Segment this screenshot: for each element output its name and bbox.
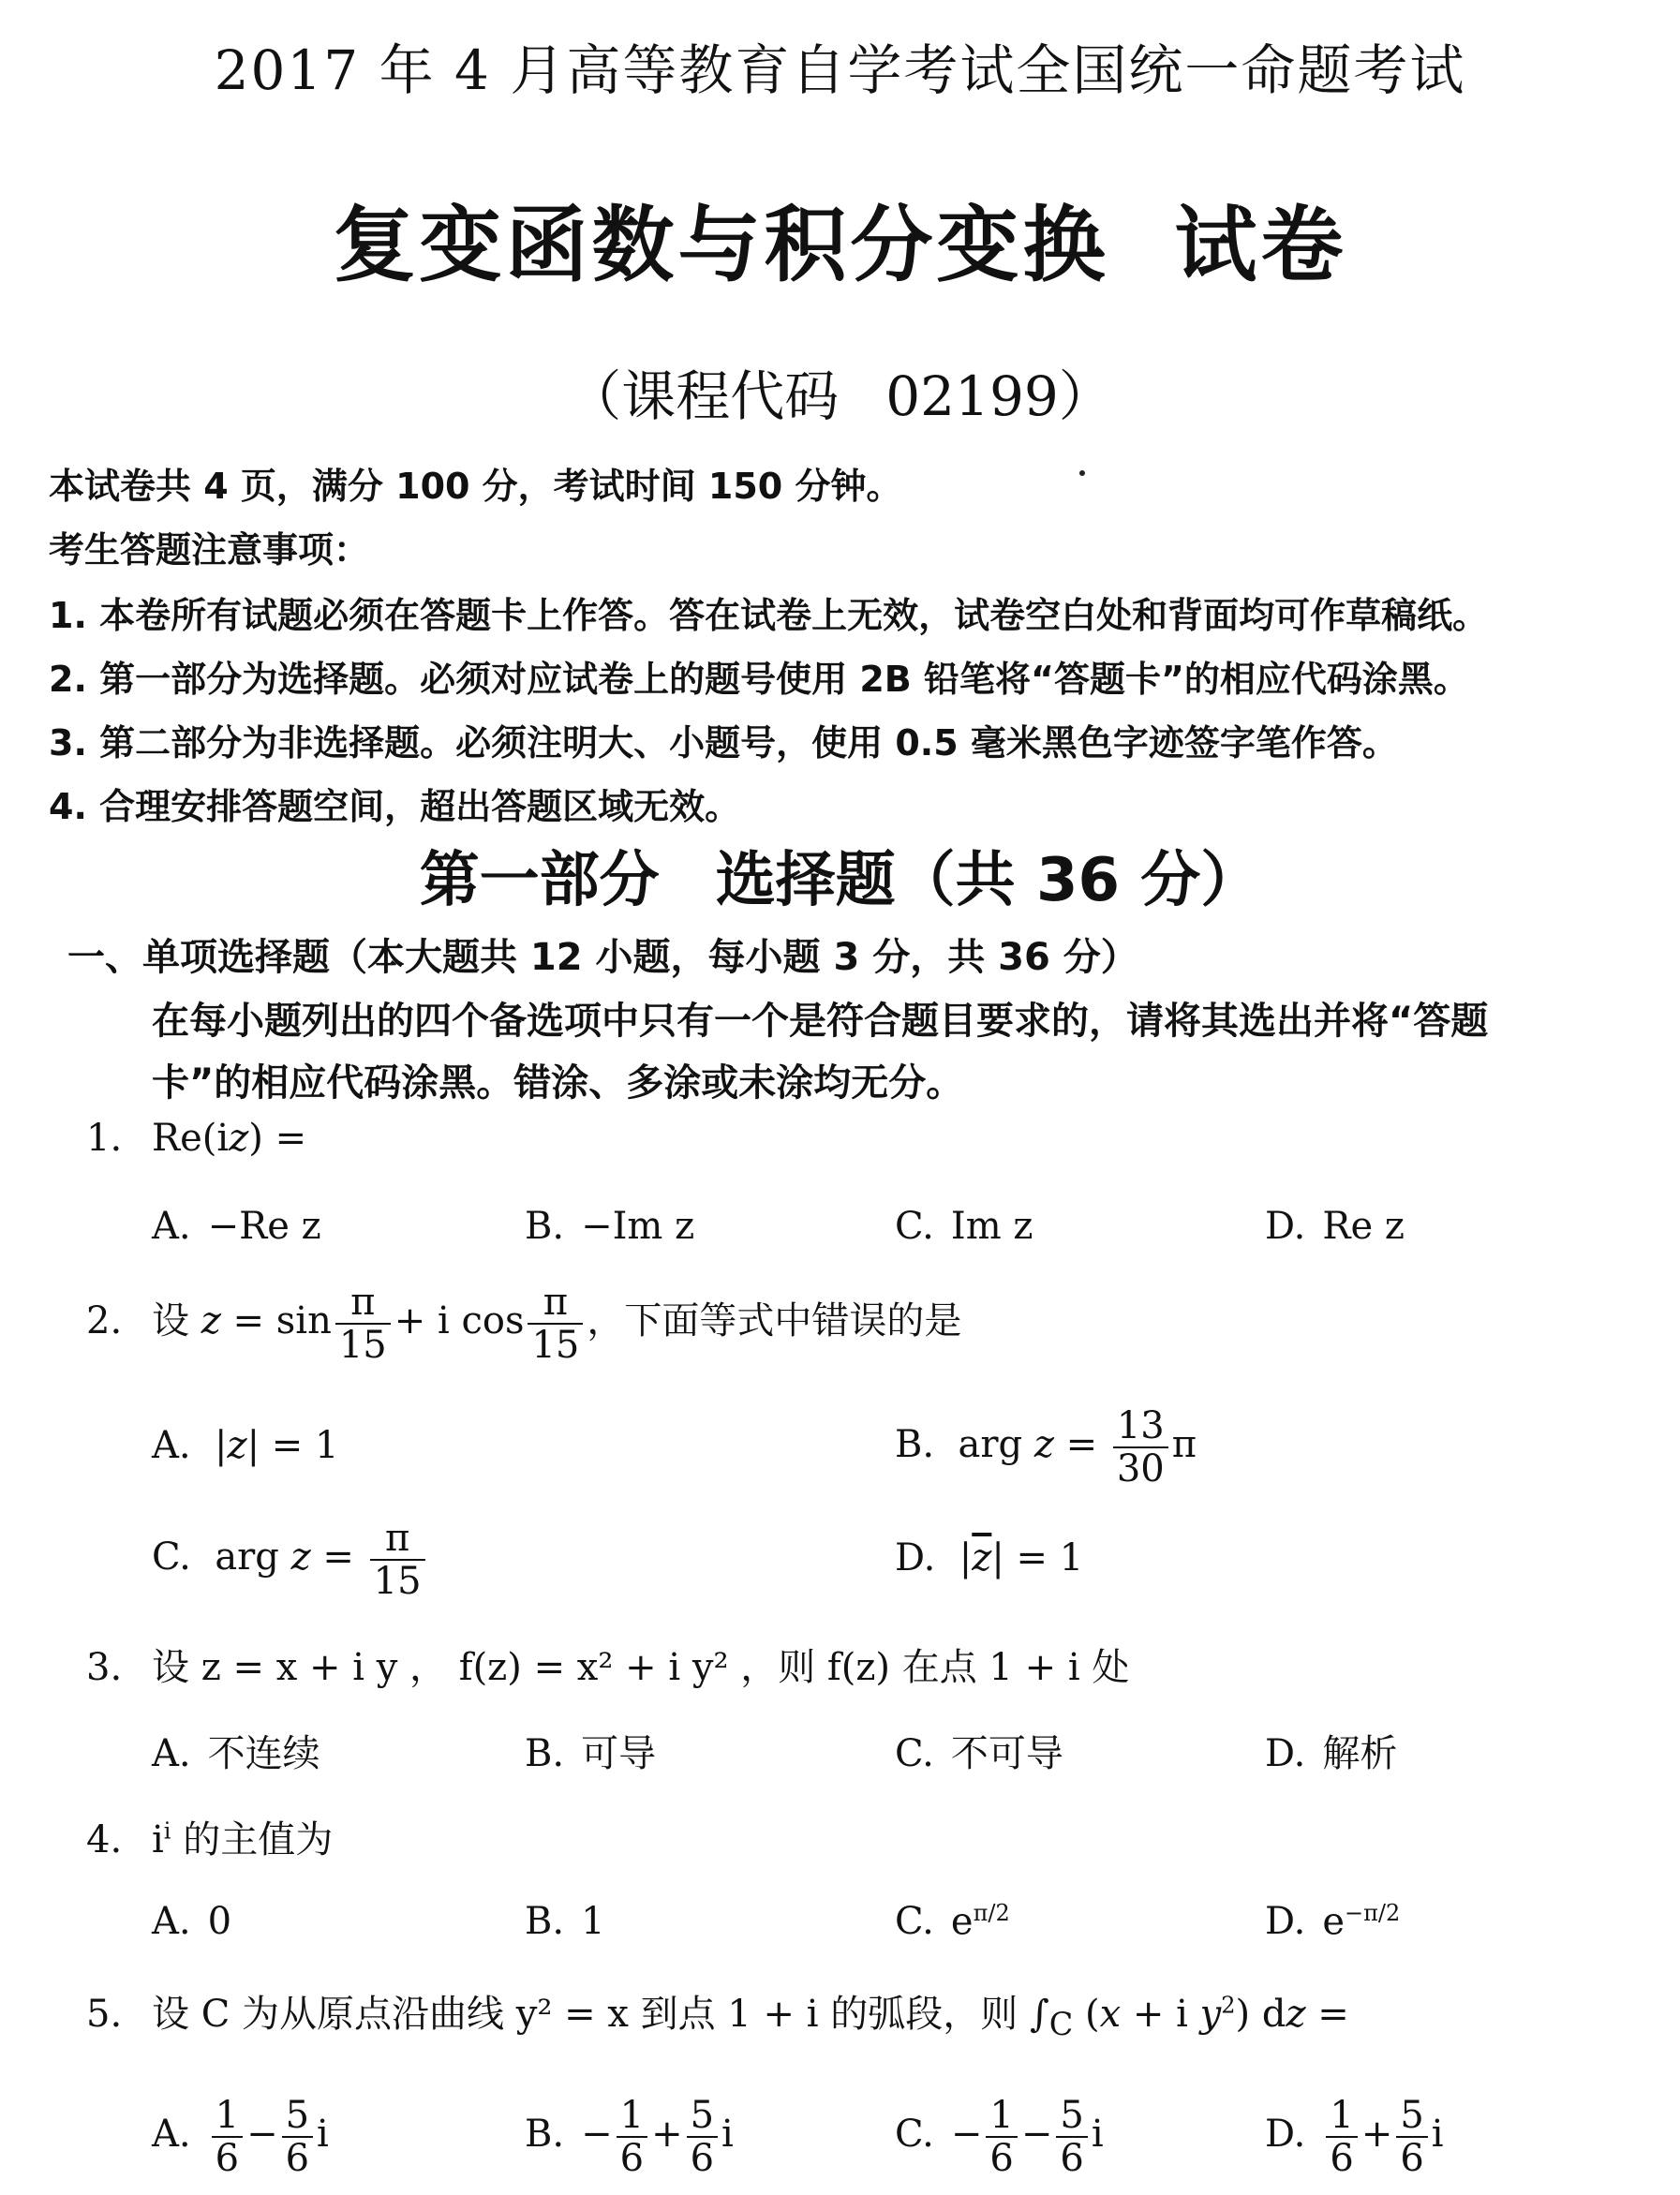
option-label: A. [152,1205,191,1248]
section-instruction: 在每小题列出的四个备选项中只有一个是符合题目要求的，请将其选出并将“答题 [152,1000,1489,1043]
question-4 [86,1810,333,1863]
option-b: B. arg z = $\frac{13}{30}$ π [895,1404,1197,1491]
question-number: 5. [86,1993,123,2036]
option-label: D. [1265,1205,1306,1248]
option-value: 可导 [581,1732,657,1775]
option-a [152,1724,320,1777]
option-c: C. $e^{\pi/2}$ [895,1900,1010,1944]
formula: $\int_C$ (x + i $y^2$) dz = [1029,1992,1349,2042]
option-value: Im z [950,1205,1033,1248]
part-desc: 选择题（共 36 分） [715,846,1261,915]
question-stem: 设 C 为从原点沿曲线 y² = x 到点 1 + i 的弧段，则 [152,1993,1018,2036]
option-b [525,1900,605,1943]
option-label: C. [895,1205,934,1248]
option-d: D. $e^{-\pi/2}$ [1265,1900,1401,1944]
course-code-value: 02199） [885,364,1113,428]
notice-item: 2. 第一部分为选择题。必须对应试卷上的题号使用 2B 铅笔将“答题卡”的相应代码涂黑。 [49,659,1469,700]
option-label: C. [895,1732,934,1775]
question-3 [86,1638,1129,1691]
notice-item: 3. 第二部分为非选择题。必须注明大、小题号，使用 0.5 毫米黑色字迹签字笔作答。 [49,722,1398,764]
formula: z = sin $\frac{\pi}{15}$ + i cos $\frac{\pi}{15}$ [201,1299,587,1342]
option-label: A. [152,1732,191,1775]
notice-item: 4. 合理安排答题空间，超出答题区域无效。 [49,786,741,827]
formula: $i^i$ [152,1817,171,1861]
option-value: 解析 [1322,1732,1398,1775]
option-value: 不可导 [950,1732,1063,1775]
option-a: A. $\frac{1}{6}$ − $\frac{5}{6}$ i [152,2094,329,2180]
question-number: 1. [86,1117,123,1160]
option-c: C. arg z = $\frac{\pi}{15}$ [152,1518,429,1602]
option-label: C. [895,1900,934,1944]
question-5 [86,1984,1349,2042]
option-label: B. [525,1205,565,1248]
question-stem: Re(iz) = [152,1117,307,1160]
notice-heading: 考生答题注意事项： [49,529,370,571]
part-label: 第一部分 [419,846,660,915]
option-label: C. [895,2113,934,2156]
question-number: 4. [86,1818,123,1861]
option-value: −Re z [207,1205,321,1248]
question-1 [86,1117,306,1160]
exam-title: 2017 年 4 月高等教育自学考试全国统一命题考试 [214,38,1466,102]
part-title [0,832,1680,918]
subject-name: 复变函数与积分变换 [333,196,1109,293]
option-b: B. − $\frac{1}{6}$ + $\frac{5}{6}$ i [525,2094,734,2180]
question-stem-prefix: 设 [152,1299,189,1342]
paper-label: 试卷 [1174,196,1347,293]
notice-summary: 本试卷共 4 页，满分 100 分，考试时间 150 分钟。 [49,466,902,507]
question-number: 3. [86,1646,123,1689]
option-label: B. [525,1732,565,1775]
option-label: D. [1265,1900,1306,1944]
option-label: B. [525,1900,565,1943]
option-c: C. − $\frac{1}{6}$ − $\frac{5}{6}$ i [895,2094,1104,2180]
question-number: 2. [86,1299,123,1342]
question-stem: 设 z = x + i y ， f(z) = x² + i y² ，则 f(z) 在点 1 + i 处 [152,1646,1130,1689]
option-value: 不连续 [207,1732,320,1775]
question-stem: 的主值为 [183,1818,334,1861]
speck [1079,470,1085,476]
option-b [525,1205,694,1248]
option-label: B. [525,2113,565,2156]
option-value: 1 [581,1900,605,1943]
option-d [1265,1724,1397,1777]
question-2 [86,1282,961,1366]
option-label: D. [1265,2113,1306,2156]
option-b [525,1724,656,1777]
option-d [1265,1205,1405,1248]
option-label: A. [152,2113,191,2156]
option-label: A. [152,1900,191,1943]
subject-title [0,180,1680,298]
option-d: D. $|\overline{z}| = 1$ [895,1536,1084,1580]
course-code-label: （课程代码 [567,364,840,428]
notice-item: 1. 本卷所有试题必须在答题卡上作答。答在试卷上无效，试卷空白处和背面均可作草稿纸。 [49,595,1489,636]
option-c [895,1205,1033,1248]
course-code [0,352,1680,431]
option-value: Re z [1322,1205,1405,1248]
option-d: D. $\frac{1}{6}$ + $\frac{5}{6}$ i [1265,2094,1444,2180]
option-a: A. |z| = 1 [152,1424,339,1467]
option-label: D. [1265,1732,1306,1775]
option-value: 0 [207,1900,232,1943]
option-a [152,1205,321,1248]
section-heading: 一、单项选择题（本大题共 12 小题，每小题 3 分，共 36 分） [67,936,1138,979]
option-a [152,1900,231,1943]
option-value: −Im z [581,1205,695,1248]
option-c [895,1724,1063,1777]
section-instruction: 卡”的相应代码涂黑。错涂、多涂或未涂均无分。 [152,1061,964,1105]
question-stem-suffix: ，下面等式中错误的是 [587,1299,962,1342]
